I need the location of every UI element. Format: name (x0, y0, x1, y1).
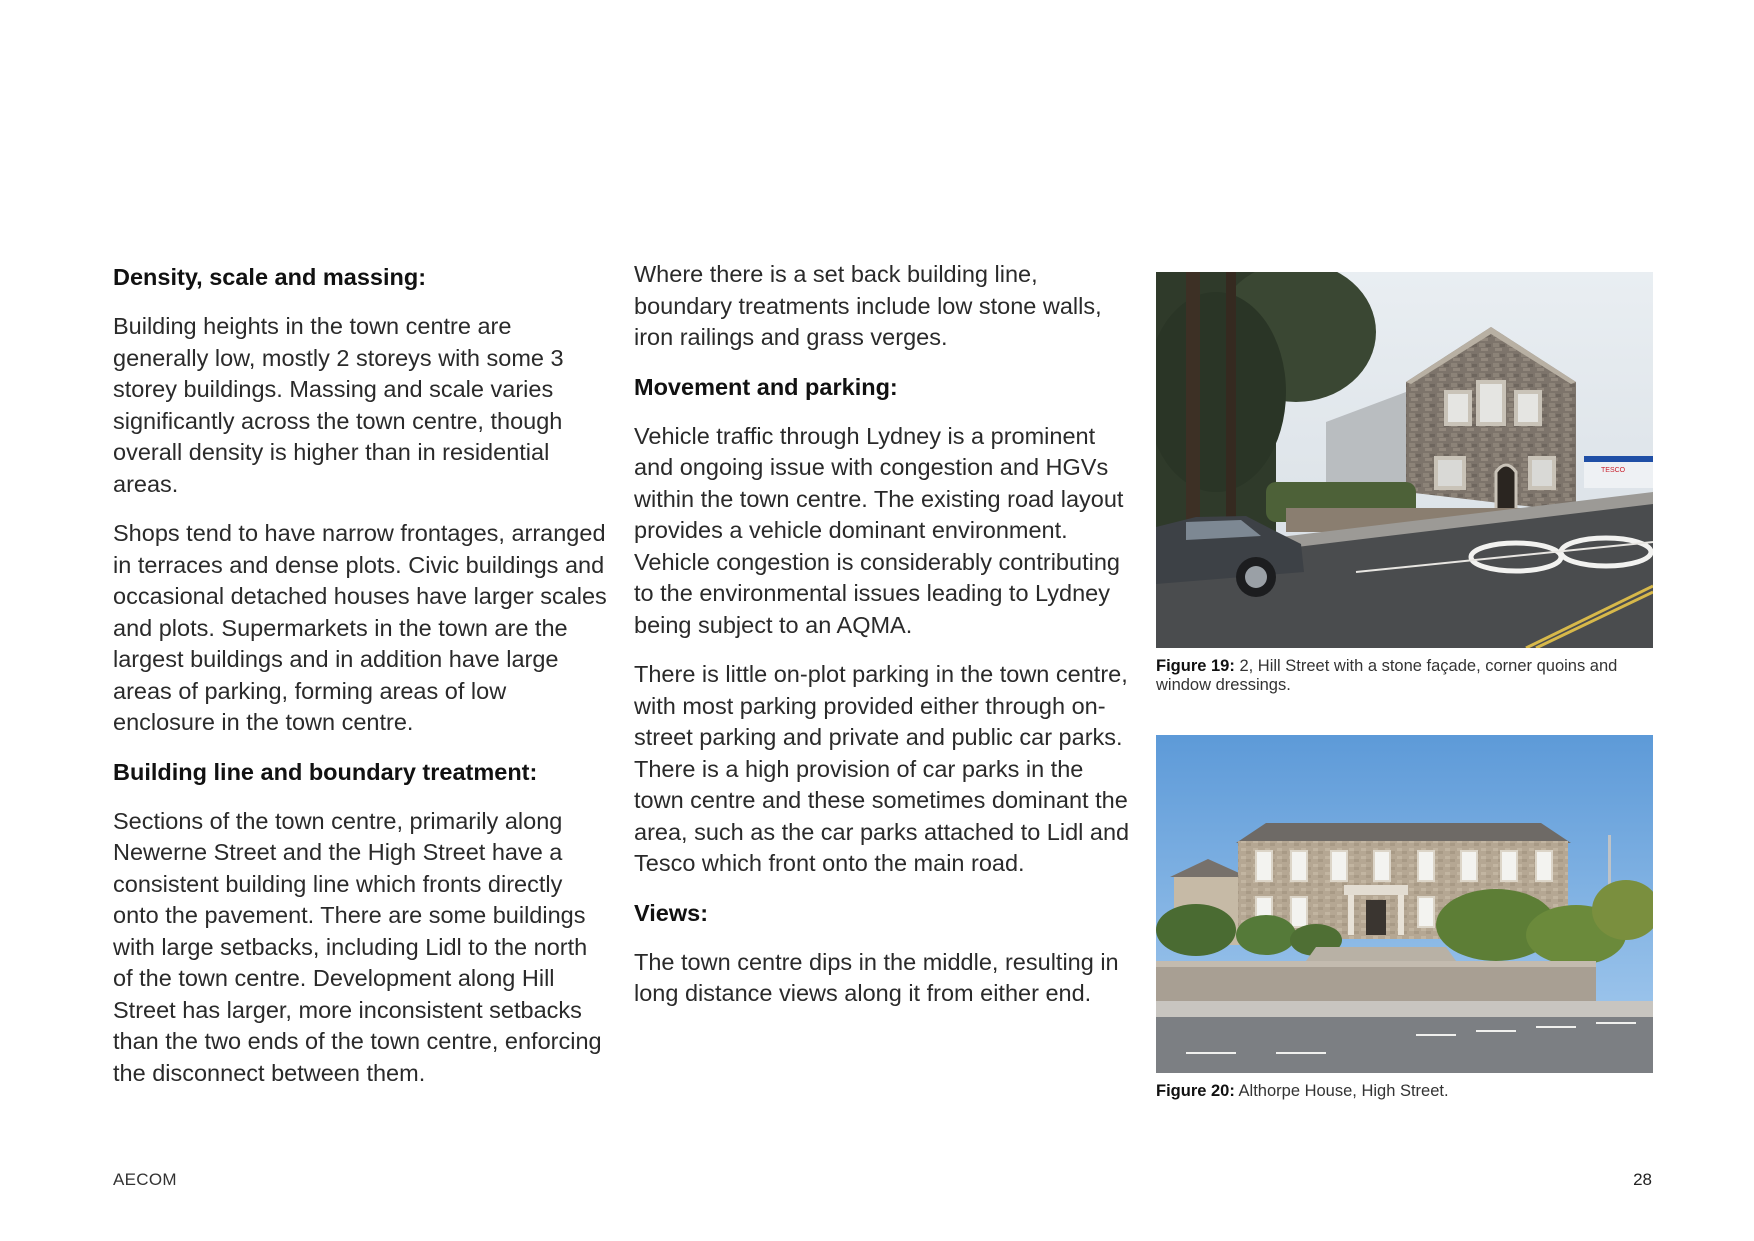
figure-19-caption (1156, 657, 1653, 695)
paragraph-parking: There is little on-plot parking in the town centre, with most parking provided either through on-street parking and private and public car parks. There is a high provision of car parks in the town centre and these sometimes dominant the area, such as the car parks attached to Lidl and Tesco which front onto the main road. (634, 661, 1130, 876)
paragraph-building-heights: Building heights in the town centre are generally low, mostly 2 storeys with some 3 storey buildings. Massing and scale varies significantly across the town centre, though overall density is higher than in residential areas. (113, 313, 564, 497)
page-number: 28 (1633, 1170, 1652, 1189)
figure-20-photo (1156, 735, 1653, 1073)
section-heading-movement: Movement and parking: (634, 373, 898, 400)
figure-20-label: Figure 20: (1156, 1082, 1235, 1100)
paragraph-shops: Shops tend to have narrow frontages, arranged in terraces and dense plots. Civic buildings and occasional detached houses have larger scales and plots. Supermarkets in the town are the largest buildings and in addition have large areas of parking, forming areas of low enclosure in the town centre. (113, 520, 607, 735)
paragraph-views: The town centre dips in the middle, resulting in long distance views along it from either end. (634, 948, 1119, 1006)
text-column-middle (634, 262, 1134, 1028)
figures-column (1156, 262, 1653, 1101)
figure-20-text: Althorpe House, High Street. (1238, 1082, 1449, 1100)
text-column-left (113, 262, 613, 1107)
footer-company: AECOM (113, 1170, 177, 1189)
figure-19-label: Figure 19: (1156, 657, 1235, 675)
paragraph-setback: Where there is a set back building line, boundary treatments include low stone walls, iron railings and grass verges. (634, 261, 1102, 350)
hill-street-building-image (1156, 272, 1653, 648)
figure-19-text: 2, Hill Street with a stone façade, corner quoins and window dressings. (1156, 657, 1618, 694)
svg-text:TESCO: TESCO (1601, 467, 1626, 474)
section-heading-views: Views: (634, 899, 709, 926)
paragraph-sections: Sections of the town centre, primarily along Newerne Street and the High Street have a consistent building line which fronts directly onto the pavement. There are some buildings with large setbacks, including Lidl to the north of the town centre. Development along Hill Street has larger, more inconsistent setbacks than the two ends of the town centre, enforcing the disconnect between them. (113, 807, 602, 1086)
section-heading-density: Density, scale and massing: (113, 264, 427, 290)
figure-19-photo (1156, 272, 1653, 648)
paragraph-vehicle-traffic: Vehicle traffic through Lydney is a prominent and ongoing issue with congestion and HGVs within the town centre. The existing road layout provides a vehicle dominant environment. Vehicle congestion is considerably contributing to the environmental issues leading to Lydney being subject to an AQMA. (634, 422, 1124, 638)
figure-20-caption (1156, 1082, 1653, 1101)
section-heading-building-line: Building line and boundary treatment: (113, 758, 538, 785)
althorpe-house-image (1156, 735, 1653, 1073)
